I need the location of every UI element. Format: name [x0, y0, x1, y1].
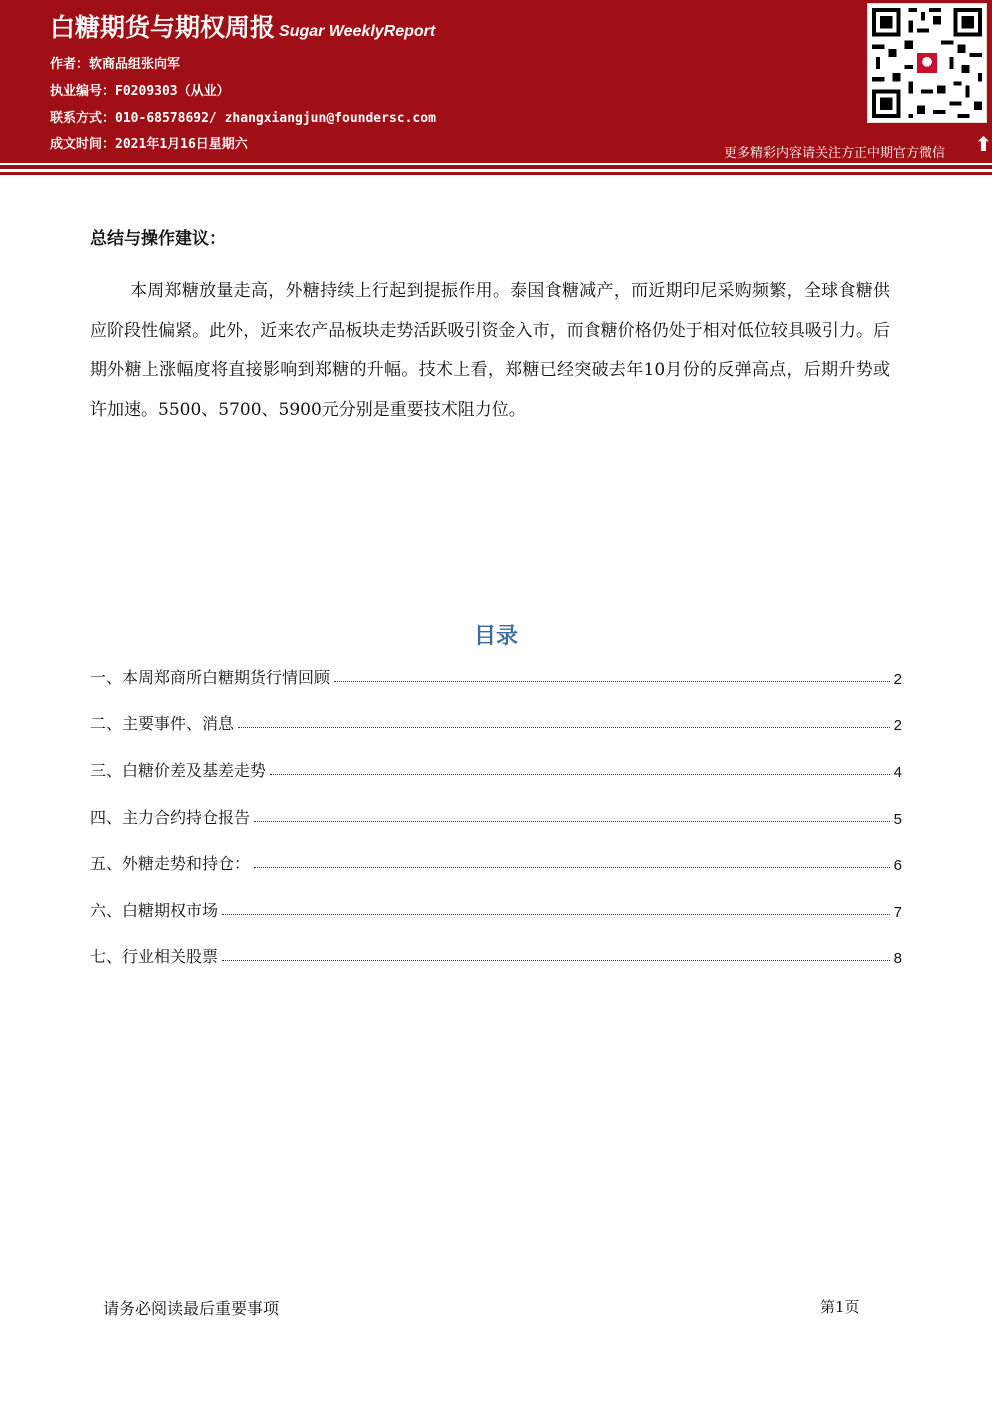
header-divider [0, 165, 992, 169]
toc-entry-page[interactable]: 7 [893, 904, 902, 921]
footer-page-number: 第1页 [820, 1298, 860, 1316]
footer-notice: 请务必阅读最后重要事项 [103, 1299, 280, 1318]
qr-caption: 更多精彩内容请关注方正中期官方微信 [724, 146, 946, 161]
toc-leader-dots [334, 680, 890, 682]
license-line [50, 80, 230, 99]
license-label: 执业编号： [50, 84, 116, 99]
header-divider-secondary [0, 172, 992, 175]
toc-entry-label[interactable]: 三、白糖价差及基差走势 [90, 761, 267, 780]
toc-entry-page[interactable]: 2 [893, 671, 902, 688]
toc-entry-3[interactable] [90, 757, 902, 781]
toc-entry-1[interactable] [90, 664, 902, 688]
toc-entry-page[interactable]: 5 [893, 811, 902, 828]
toc-entry-label[interactable]: 六、白糖期权市场 [90, 901, 219, 920]
author-line [50, 53, 180, 72]
report-title-cn: 白糖期货与期权周报 [50, 13, 276, 42]
toc-title: 目录 [473, 624, 518, 649]
contact-info: 010-68578692/ zhangxiangjun@foundersc.com [115, 111, 436, 126]
toc-entry-page[interactable]: 4 [893, 764, 902, 781]
report-header-banner [0, 0, 992, 163]
toc-entry-label[interactable]: 七、行业相关股票 [90, 947, 219, 966]
toc-entry-7[interactable] [90, 943, 902, 967]
toc-entry-5[interactable] [90, 850, 902, 874]
toc-leader-dots [254, 866, 890, 868]
up-arrow-icon: ⬆ [975, 132, 992, 156]
toc-leader-dots [254, 820, 890, 822]
toc-entry-2[interactable] [90, 710, 902, 734]
report-date: 2021年1月16日星期六 [115, 137, 248, 152]
toc-entry-page[interactable]: 2 [893, 717, 902, 734]
toc-leader-dots [270, 773, 890, 775]
toc-entry-6[interactable] [90, 897, 902, 921]
summary-paragraph: 本周郑糖放量走高，外糖持续上行起到提振作用。泰国食糖减产，而近期印尼采购频繁，全球食糖供应阶段性偏紧。此外，近来农产品板块走势活跃吸引资金入市，而食糖价格仍处于相对低位较具吸引力。后期外糖上涨幅度将直接影响到郑糖的升幅。技术上看，郑糖已经突破去年10月份的反弹高点，后期升势或许加速。5500、5700、5900元分别是重要技术阻力位。 [90, 281, 890, 420]
toc-entry-label[interactable]: 二、主要事件、消息 [90, 714, 235, 733]
contact-line [50, 107, 436, 126]
report-title [50, 8, 435, 44]
toc-entry-label[interactable]: 四、主力合约持仓报告 [90, 808, 251, 827]
report-title-en: Sugar WeeklyReport [279, 23, 436, 40]
toc-entry-page[interactable]: 6 [893, 857, 902, 874]
toc-entry-label[interactable]: 一、本周郑商所白糖期货行情回顾 [90, 668, 331, 687]
toc-entry-label[interactable]: 五、外糖走势和持仓： [90, 854, 251, 873]
toc-leader-dots [222, 959, 890, 961]
date-label: 成文时间： [50, 137, 116, 152]
wechat-qr-code[interactable] [867, 3, 987, 123]
date-line [50, 133, 248, 152]
author-label: 作者： [50, 57, 90, 72]
summary-heading: 总结与操作建议： [90, 229, 226, 249]
toc-leader-dots [222, 913, 890, 915]
contact-label: 联系方式： [50, 111, 116, 126]
toc-entry-4[interactable] [90, 804, 902, 828]
toc-entry-page[interactable]: 8 [893, 950, 902, 967]
toc-leader-dots [238, 726, 890, 728]
author-name: 软商品组张向军 [89, 57, 181, 72]
license-number: F0209303（从业） [115, 84, 230, 99]
